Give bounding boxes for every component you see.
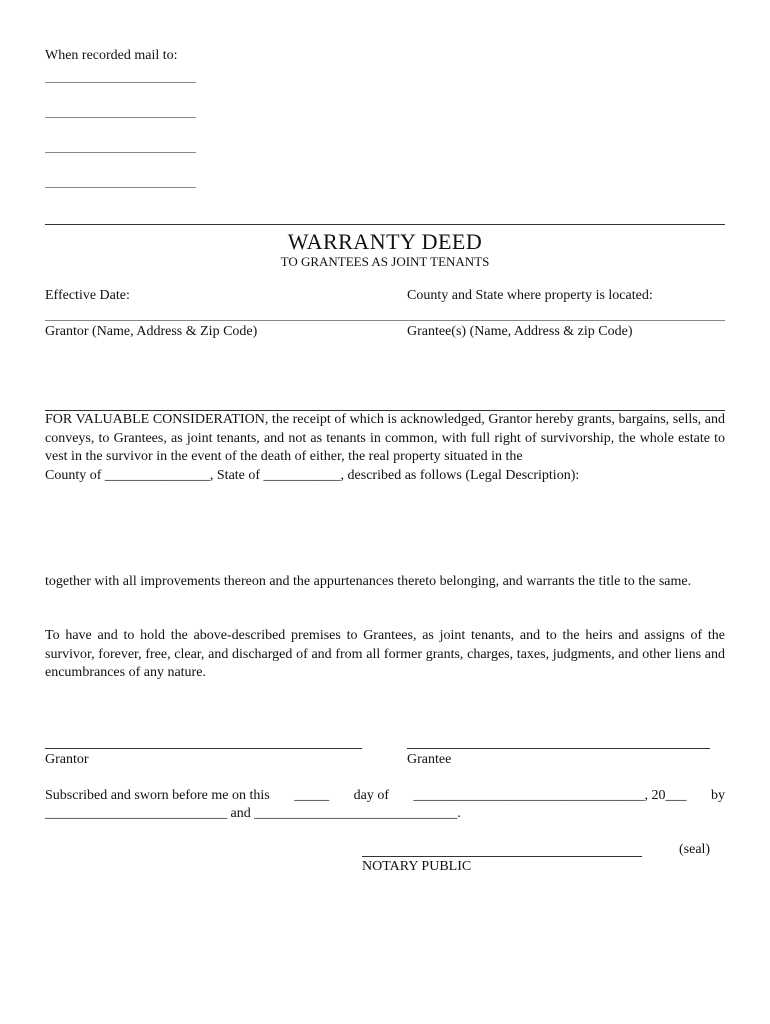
notary-clause-line-1: [45, 788, 725, 804]
grantee-info-label: Grantee(s) (Name, Address & zip Code): [407, 324, 633, 339]
county-state-label: County and State where property is located:: [407, 288, 653, 303]
notary-clause-line-2: [45, 806, 461, 822]
legal-description-label: , described as follows (Legal Description):: [340, 467, 580, 483]
mail-address-line-4[interactable]: [45, 187, 196, 188]
name-2-blank[interactable]: _____________________________: [254, 806, 458, 821]
year-prefix: , 20: [644, 788, 666, 803]
grantor-signature-line[interactable]: [45, 748, 362, 749]
mail-address-line-3[interactable]: [45, 152, 196, 153]
title-divider: [45, 224, 725, 225]
grantee-signature-label: Grantee: [407, 752, 452, 767]
notary-public-label: NOTARY PUBLIC: [362, 859, 472, 874]
grantee-signature-line[interactable]: [407, 748, 710, 749]
by-label: by: [711, 788, 725, 803]
consideration-paragraph: [45, 411, 725, 485]
and-label: and: [230, 806, 251, 821]
effective-date-divider: [45, 320, 725, 321]
subscribed-label: Subscribed and sworn before me on this: [45, 788, 270, 803]
state-of-label: , State of: [209, 467, 264, 483]
county-of-label: County of: [45, 467, 105, 483]
document-title: WARRANTY DEED: [287, 229, 483, 254]
mail-address-line-1[interactable]: [45, 82, 196, 83]
seal-label: (seal): [679, 842, 711, 857]
year-blank[interactable]: ___: [665, 788, 687, 803]
name-1-blank[interactable]: __________________________: [45, 806, 227, 821]
date-blank[interactable]: _________________________________: [413, 788, 645, 803]
day-of-label: day of: [353, 788, 390, 803]
improvements-paragraph: together with all improvements thereon and the appurtenances thereto belonging, and warrants the title to the same.: [45, 574, 692, 589]
day-blank[interactable]: _____: [294, 788, 330, 803]
county-blank[interactable]: _______________: [104, 467, 210, 483]
consideration-text: FOR VALUABLE CONSIDERATION, the receipt of which is acknowledged, Grantor hereby grants, bargains, sells, and conveys, to Grantees, as joint tenants, and not as tenants in common, with full right of survivorship, the whole estate to vest in the survivor in the event of the death of either, the real property situated in the: [45, 412, 725, 464]
effective-date-label: Effective Date:: [45, 288, 130, 303]
document-subtitle: TO GRANTEES AS JOINT TENANTS: [280, 254, 490, 269]
mail-to-label: When recorded mail to:: [45, 48, 178, 63]
period: .: [457, 806, 461, 821]
habendum-paragraph: To have and to hold the above-described premises to Grantees, as joint tenants, and to the heirs and assigns of the survivor, forever, free, clear, and discharged of and from all former grants, charges, taxes, judgments, and other liens and encumbrances of any nature.: [45, 628, 725, 680]
state-blank[interactable]: ___________: [263, 467, 341, 483]
notary-signature-line[interactable]: [362, 856, 642, 857]
grantor-signature-label: Grantor: [45, 752, 89, 767]
mail-address-line-2[interactable]: [45, 117, 196, 118]
grantor-info-label: Grantor (Name, Address & Zip Code): [45, 324, 258, 339]
